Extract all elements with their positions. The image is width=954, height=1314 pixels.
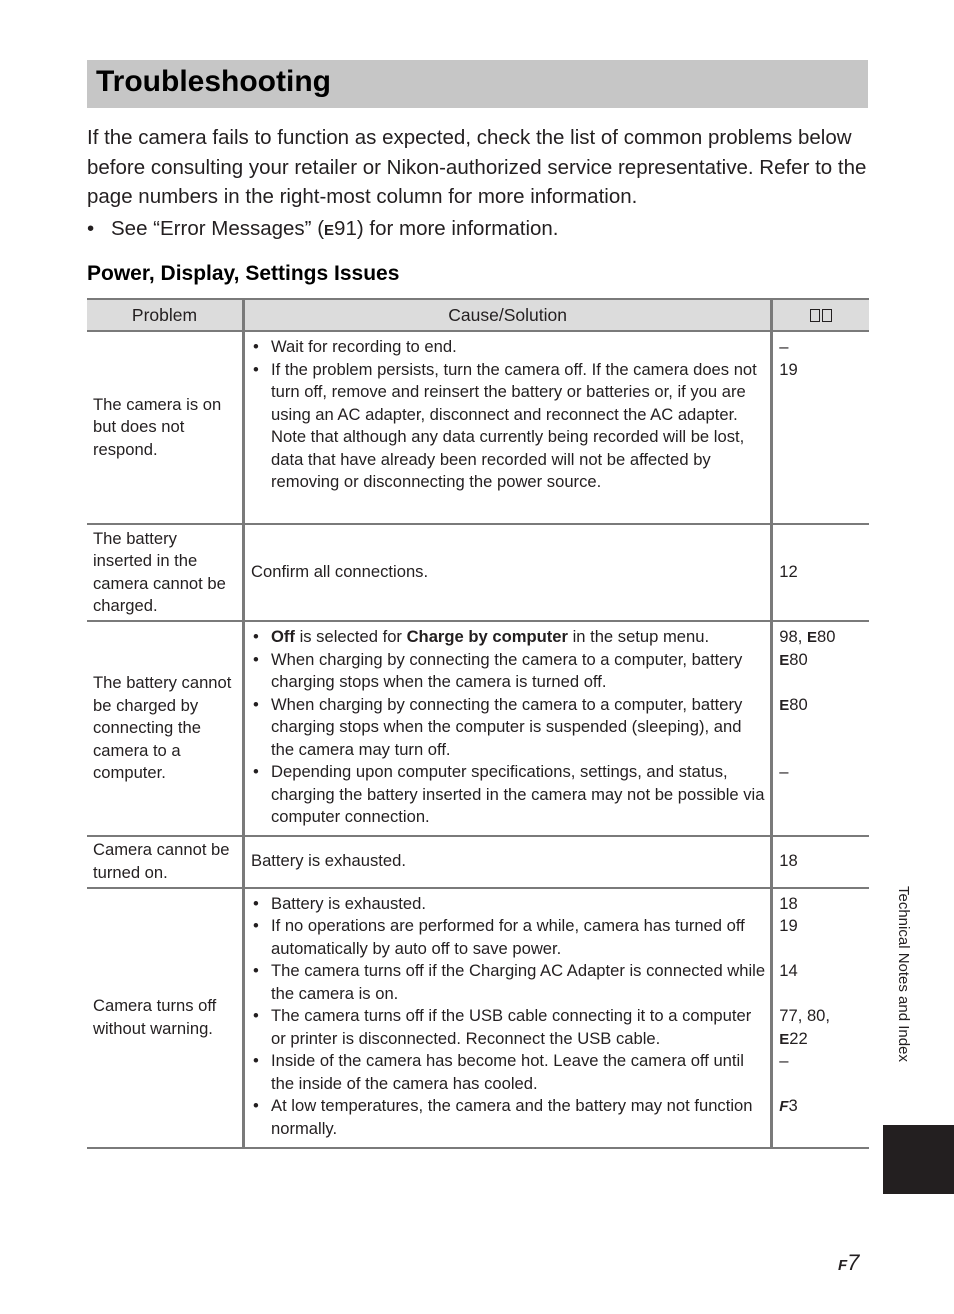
tech-notes-mark-icon: F <box>838 1257 846 1274</box>
ref-value: – <box>779 337 789 356</box>
cause-bold: Charge by computer <box>406 627 568 646</box>
cause-bold: Off <box>271 627 295 646</box>
cause-cell: Battery is exhausted. <box>244 836 772 888</box>
cause-item: • Battery is exhausted. <box>251 893 766 916</box>
ref-value: – <box>779 1051 789 1070</box>
table-row <box>87 621 869 836</box>
bullet-ref: 91) for more information. <box>334 217 559 240</box>
ref-cell: 18 <box>772 836 869 888</box>
table-row <box>87 331 869 524</box>
troubleshooting-table <box>87 298 869 1149</box>
ref-value <box>779 694 865 717</box>
ref-text: 22 <box>789 1028 808 1048</box>
cause-item: • When charging by connecting the camera to a computer, battery charging stops when the computer is suspended (sleeping), and the camera may turn off. <box>251 694 766 762</box>
problem-cell: The battery cannot be charged by connecting the camera to a computer. <box>87 621 244 836</box>
ref-value: 18 <box>779 893 798 913</box>
bullet-prefix: See “Error Messages” ( <box>111 217 325 240</box>
problem-cell: Camera turns off without warning. <box>87 888 244 1148</box>
ref-value <box>779 626 865 649</box>
header-cause: Cause/Solution <box>244 299 772 331</box>
side-tab-block <box>883 1125 954 1194</box>
ref-spacer <box>779 938 865 961</box>
book-icon <box>810 309 832 323</box>
ref-value: 19 <box>779 359 798 379</box>
title-bar <box>87 60 868 108</box>
cause-item: • If the problem persists, turn the camera off. If the camera does not turn off, remove and reinsert the battery or batteries or, if you are using an AC adapter, disconnect and reconnect the AC adapter. Note that although any data currently being recorded will be lost, data that have already been recorded will not be affected by removing or disconnecting the power source. <box>251 359 766 494</box>
ref-cell: 12 <box>772 524 869 621</box>
table-header-row <box>87 299 869 331</box>
intro-paragraph: If the camera fails to function as expected, check the list of common problems below before consulting your retailer or Nikon-authorized service representative. Refer to the page numbers in the right-most column for more information. <box>87 126 867 208</box>
page-number-value: 7 <box>847 1250 860 1275</box>
ref-text: 3 <box>788 1096 798 1115</box>
cause-item: • Inside of the camera has become hot. Leave the camera off until the inside of the camera has cooled. <box>251 1050 766 1095</box>
problem-cell: Camera cannot be turned on. <box>87 836 244 888</box>
problem-cell: The camera is on but does not respond. <box>87 331 244 524</box>
ref-spacer <box>779 1073 865 1096</box>
ref-value <box>779 649 865 672</box>
table-row <box>87 524 869 621</box>
ref-spacer <box>779 716 865 739</box>
cause-item: • When charging by connecting the camera to a computer, battery charging stops when the camera is turned off. <box>251 649 766 694</box>
ref-text: 80 <box>816 627 836 646</box>
cause-cell <box>244 621 772 836</box>
section-title: Power, Display, Settings Issues <box>87 262 400 285</box>
table-row <box>87 836 869 888</box>
ref-text: 80 <box>789 649 808 669</box>
header-ref <box>772 299 869 331</box>
side-section-label: Technical Notes and Index <box>895 886 912 1062</box>
cause-item: • If no operations are performed for a while, camera has turned off automatically by auto off to save power. <box>251 915 766 960</box>
reference-mark-icon: E <box>806 629 815 646</box>
ref-value <box>779 1095 865 1118</box>
cause-text: is selected for <box>294 627 407 646</box>
cause-cell <box>244 331 772 524</box>
cause-item: • The camera turns off if the Charging AC Adapter is connected while the camera is on. <box>251 960 766 1005</box>
tech-notes-mark-icon: F <box>779 1098 787 1115</box>
cause-item <box>251 626 766 649</box>
header-problem: Problem <box>87 299 244 331</box>
cause-item: • At low temperatures, the camera and the battery may not function normally. <box>251 1095 766 1140</box>
reference-mark-icon: E <box>779 1030 788 1048</box>
ref-value: 19 <box>779 916 798 935</box>
ref-value <box>779 1028 865 1051</box>
cause-cell <box>244 888 772 1148</box>
ref-value: – <box>779 762 789 781</box>
reference-mark-icon: E <box>779 696 788 714</box>
cause-cell: Confirm all connections. <box>244 524 772 621</box>
ref-spacer <box>779 671 865 694</box>
ref-value: 77, 80, <box>779 1006 831 1025</box>
page-number <box>838 1250 859 1276</box>
bullet-dot: • <box>87 217 95 240</box>
page-title: Troubleshooting <box>96 65 331 98</box>
ref-spacer <box>779 739 865 762</box>
ref-spacer <box>779 983 865 1006</box>
ref-cell <box>772 888 869 1148</box>
ref-cell <box>772 331 869 524</box>
cause-item: • Wait for recording to end. <box>251 336 766 359</box>
ref-text: 80 <box>789 694 808 714</box>
ref-cell <box>772 621 869 836</box>
ref-text: 98, <box>779 627 807 646</box>
table-row <box>87 888 869 1148</box>
reference-mark-icon: E <box>779 651 788 669</box>
intro-bullet <box>87 214 867 246</box>
ref-value: 14 <box>779 961 798 980</box>
cause-text: in the setup menu. <box>567 627 710 646</box>
cause-item: • Depending upon computer specifications, settings, and status, charging the battery inserted in the camera may not be possible via computer connection. <box>251 761 766 829</box>
cause-item: • The camera turns off if the USB cable connecting it to a computer or printer is disconnected. Reconnect the USB cable. <box>251 1005 766 1050</box>
reference-mark-icon: E <box>324 222 333 239</box>
problem-cell: The battery inserted in the camera cannot be charged. <box>87 524 244 621</box>
